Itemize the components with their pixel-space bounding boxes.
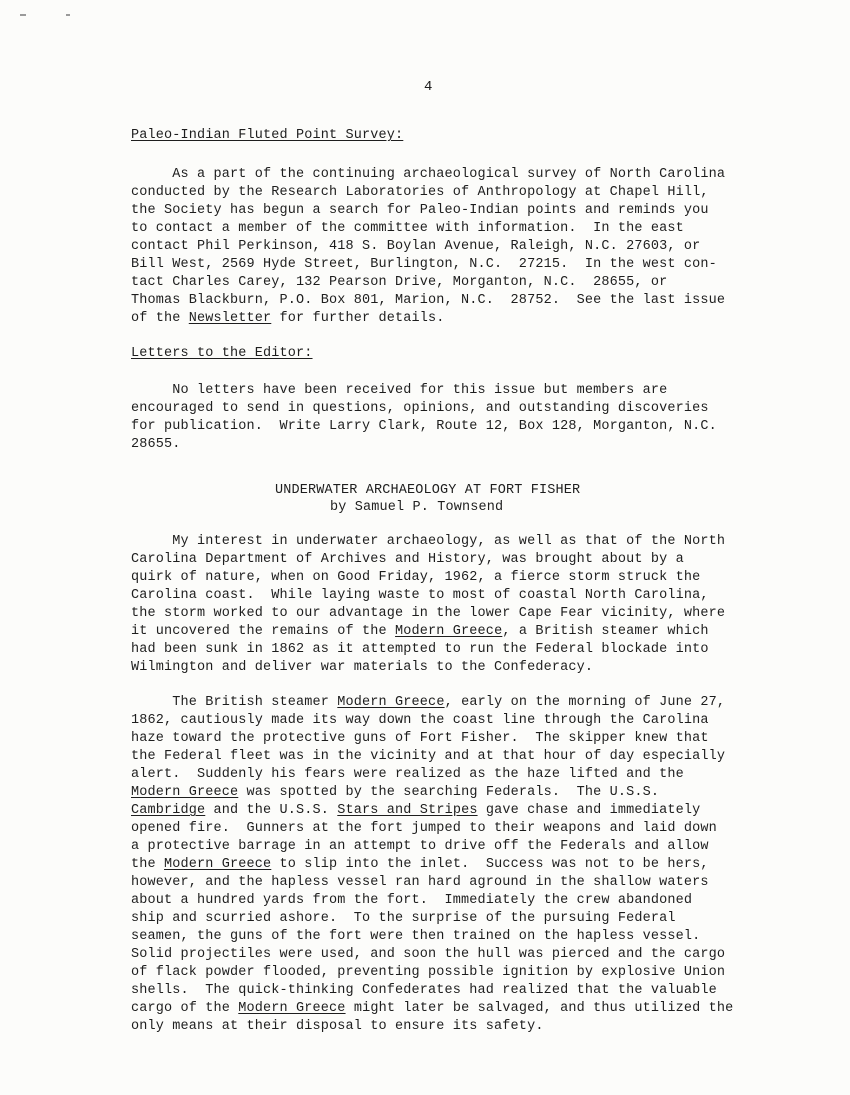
article-text: the [131,857,165,872]
article-line: the Federal fleet was in the vicinity and at that hour of day especially [131,749,726,764]
ship-name: Modern Greece [337,695,445,710]
letters-line: encouraged to send in questions, opinions, and outstanding discoveries [131,401,709,416]
article-line [131,1000,733,1017]
article-line: alert. Suddenly his fears were realized as the haze lifted and the [131,767,684,782]
survey-line: As a part of the continuing archaeological survey of North Carolina [131,167,726,182]
scan-mark-right [66,14,70,16]
article-text: might later be salvaged, and thus utilized the [345,1001,734,1016]
scan-mark-left [20,14,26,16]
ship-name: Stars and Stripes [337,803,478,818]
article-text: to slip into the inlet. Success was not to be hers, [271,857,709,872]
article-line: Solid projectiles were used, and soon the hull was pierced and the cargo [131,947,726,962]
article-line: shells. The quick-thinking Confederates had realized that the valuable [131,983,717,998]
article-line: of flack powder flooded, preventing possible ignition by explosive Union [131,965,726,980]
survey-line: contact Phil Perkinson, 418 S. Boylan Avenue, Raleigh, N.C. 27603, or [131,239,701,254]
survey-line: Thomas Blackburn, P.O. Box 801, Marion, N.C. 28752. See the last issue [131,293,726,308]
survey-line: to contact a member of the committee with information. In the east [131,221,684,236]
ship-name: Modern Greece [395,624,503,639]
ship-name: Modern Greece [238,1001,346,1016]
article-line: the storm worked to our advantage in the lower Cape Fear vicinity, where [131,606,726,621]
article-line: Carolina coast. While laying waste to most of coastal North Carolina, [131,588,709,603]
article-text: , a British steamer which [502,624,709,639]
survey-text: for further details. [271,311,445,326]
article-line [131,694,725,711]
article-line: a protective barrage in an attempt to drive off the Federals and allow [131,839,709,854]
article-line: Wilmington and deliver war materials to the Confederacy. [131,660,594,675]
letters-heading: Letters to the Editor: [131,346,313,361]
survey-line: the Society has begun a search for Paleo-Indian points and reminds you [131,203,709,218]
article-line: however, and the hapless vessel ran hard aground in the shallow waters [131,875,709,890]
article-line: My interest in underwater archaeology, as well as that of the North [131,534,726,549]
article-line [131,623,709,640]
page-number: 4 [424,79,433,95]
article-line: about a hundred yards from the fort. Immediately the crew abandoned [131,893,693,908]
article-line: haze toward the protective guns of Fort Fisher. The skipper knew that [131,731,709,746]
ship-name: Modern Greece [164,857,272,872]
survey-line: Bill West, 2569 Hyde Street, Burlington, N.C. 27215. In the west con- [131,257,717,272]
letters-line: 28655. [131,437,181,452]
article-line: 1862, cautiously made its way down the coast line through the Carolina [131,713,709,728]
article-line: opened fire. Gunners at the fort jumped to their weapons and laid down [131,821,717,836]
article-line [131,784,659,801]
newsletter-title: Newsletter [188,311,272,326]
survey-line: tact Charles Carey, 132 Pearson Drive, Morganton, N.C. 28655, or [131,275,668,290]
article-line: only means at their disposal to ensure its safety. [131,1019,544,1034]
survey-heading: Paleo-Indian Fluted Point Survey: [131,128,404,143]
article-line: had been sunk in 1862 as it attempted to run the Federal blockade into [131,642,709,657]
article-byline: by Samuel P. Townsend [330,500,504,515]
survey-line [131,310,445,327]
article-line: seamen, the guns of the fort were then trained on the hapless vessel. [131,929,701,944]
article-title: UNDERWATER ARCHAEOLOGY AT FORT FISHER [275,483,581,498]
article-line [131,856,709,873]
article-text: and the U.S.S. [205,803,338,818]
article-text: , early on the morning of June 27, [444,695,726,710]
article-text: The British steamer [131,695,338,710]
article-line: Carolina Department of Archives and History, was brought about by a [131,552,684,567]
article-text: it uncovered the remains of the [131,624,396,639]
article-text: cargo of the [131,1001,239,1016]
article-line [131,802,700,819]
ship-name: Cambridge [131,803,206,818]
survey-text: of the [131,311,189,326]
article-line: quirk of nature, when on Good Friday, 1962, a fierce storm struck the [131,570,701,585]
article-text: was spotted by the searching Federals. The U.S.S. [238,785,660,800]
article-line: ship and scurried ashore. To the surprise of the pursuing Federal [131,911,676,926]
letters-line: No letters have been received for this issue but members are [131,383,668,398]
letters-line: for publication. Write Larry Clark, Route 12, Box 128, Morganton, N.C. [131,419,717,434]
survey-line: conducted by the Research Laboratories of Anthropology at Chapel Hill, [131,185,709,200]
ship-name: Modern Greece [131,785,239,800]
article-text: gave chase and immediately [477,803,701,818]
